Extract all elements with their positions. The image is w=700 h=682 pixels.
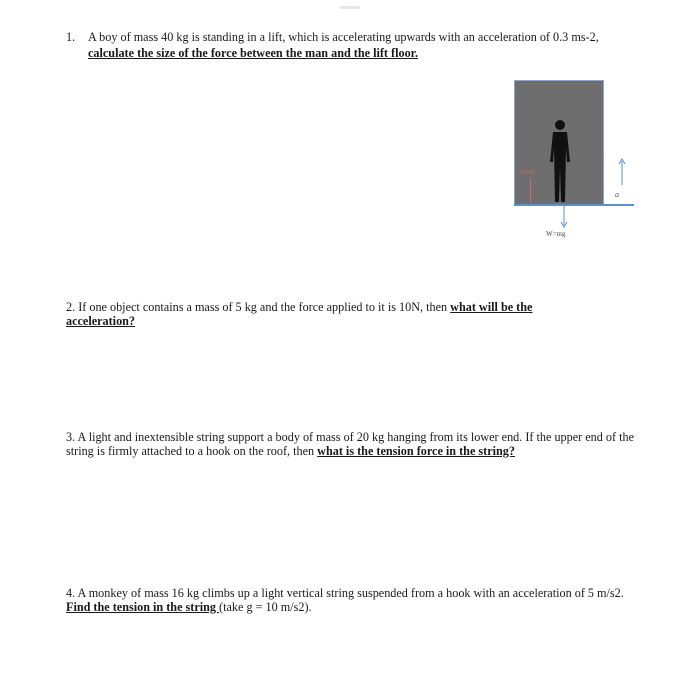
- question-4-tail: (take g = 10 m/s2).: [219, 600, 312, 614]
- question-3-text: 3. A light and inextensible string support a body of mass of 20 kg hanging from its lower end. If the upper end of the string is firmly attached to a hook on the roof, then: [66, 430, 634, 458]
- question-2-text: 2. If one object contains a mass of 5 kg and the force applied to it is 10N, then: [66, 300, 451, 314]
- normal-force-label: Fn=?: [520, 170, 534, 176]
- question-3: [66, 430, 636, 458]
- question-1-text: A boy of mass 40 kg is standing in a lift, which is accelerating upwards with an acceleration of 0.3 ms-2,: [88, 30, 599, 44]
- question-4-text: 4. A monkey of mass 16 kg climbs up a light vertical string suspended from a hook with an acceleration of 5 m/s2.: [66, 586, 624, 600]
- normal-force-arrow: [530, 178, 531, 202]
- question-4-emphasis: Find the tension in the string: [66, 600, 220, 614]
- question-4: [66, 586, 636, 614]
- page-top-marker: [340, 6, 360, 9]
- question-2: [66, 300, 586, 328]
- question-2-emphasis: what will be the acceleration?: [66, 300, 533, 328]
- lift-floor-line: [514, 204, 634, 206]
- question-1-number: 1.: [66, 30, 76, 44]
- weight-label: W=mg: [546, 230, 566, 238]
- question-3-emphasis: what is the tension force in the string?: [317, 444, 515, 458]
- question-1-emphasis: calculate the size of the force between the man and the lift floor.: [88, 46, 419, 60]
- acceleration-label: a⃗: [615, 190, 626, 199]
- person-silhouette-icon: [546, 118, 574, 204]
- acceleration-arrow-icon: [617, 158, 627, 186]
- weight-arrow-icon: [560, 206, 568, 228]
